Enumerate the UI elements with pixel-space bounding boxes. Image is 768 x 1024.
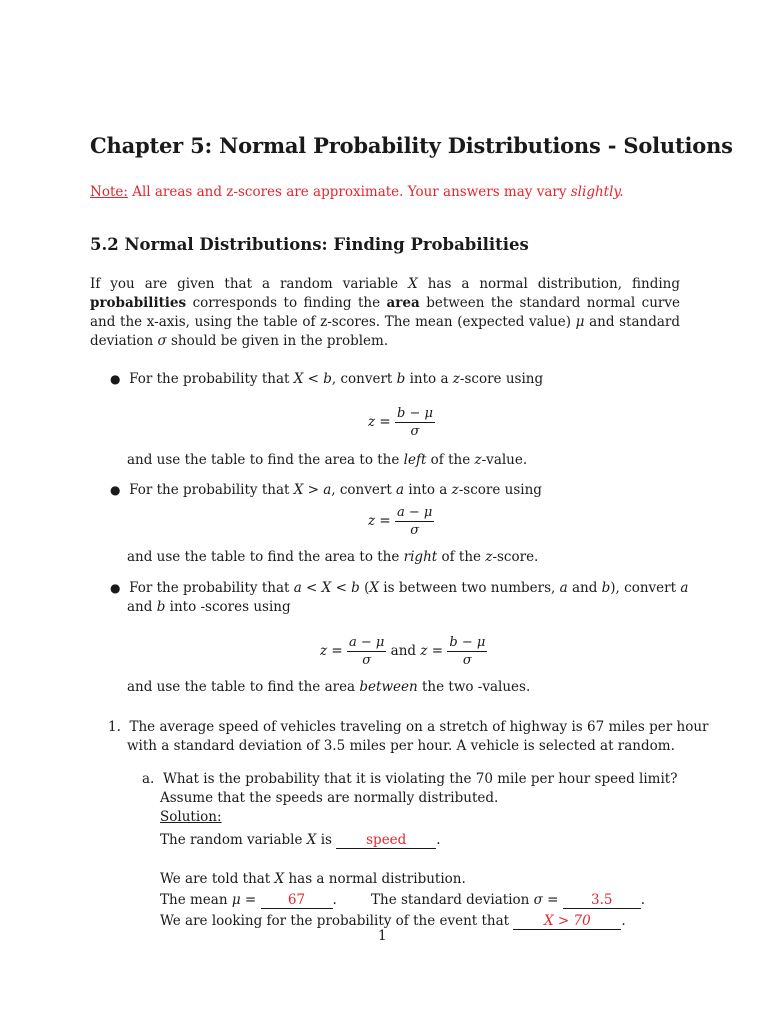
denominator: σ: [410, 424, 420, 439]
bullet-text: into a: [405, 371, 453, 387]
answer-std-dev: 3.5: [563, 892, 641, 909]
intro-text: and standard deviation: [90, 314, 680, 349]
part-a-question-line-2: Assume that the speeds are normally distributed.: [160, 790, 499, 806]
bullet-text: and use the table to find the area: [127, 679, 360, 695]
formula-conjunction: and: [390, 643, 417, 659]
denominator: σ: [362, 653, 372, 668]
symbol-sigma: σ =: [533, 892, 559, 908]
formula-z-pair: [320, 635, 487, 668]
direction-word: between: [359, 679, 418, 695]
answer-event: X > 70: [513, 913, 621, 930]
bold-area: area: [386, 295, 420, 311]
var-a: a: [559, 580, 568, 596]
numerator: a − μ: [397, 505, 433, 520]
formula-lhs: z =: [368, 414, 391, 430]
denominator: σ: [410, 523, 420, 538]
intro-text: should be given in the problem.: [166, 333, 389, 349]
numerator: b − μ: [397, 406, 433, 421]
solution-text: is: [316, 832, 337, 848]
var-a: a: [680, 580, 689, 596]
intro-text: If you are given that a random variable: [90, 276, 409, 292]
fraction: [347, 635, 386, 668]
bullet-text: -scores using: [200, 599, 291, 615]
bullet-item-greater-than: [110, 482, 542, 498]
condition: a < X < b: [293, 580, 360, 596]
var-z: z: [451, 482, 459, 498]
var-x: X: [306, 832, 317, 848]
bullet-text: the two: [417, 679, 478, 695]
bullet-text: -value.: [481, 452, 528, 468]
bullet-text: -values.: [477, 679, 531, 695]
bullet-text: -score.: [492, 549, 539, 565]
solution-text: The random variable: [160, 832, 307, 848]
part-label: a.: [142, 771, 155, 787]
part-a-question: [142, 771, 677, 787]
var-b: b: [601, 580, 611, 596]
bullet-text: and: [567, 580, 602, 596]
random-variable-line: The random variable X is speed .: [160, 832, 441, 848]
problem-1-line-2: with a standard deviation of 3.5 miles per hour. A vehicle is selected at random.: [127, 738, 675, 754]
solution-text: The standard deviation: [371, 892, 534, 908]
bullet-text: and: [127, 599, 157, 615]
bullet-text: and use the table to find the area to the: [127, 452, 404, 468]
fraction: [395, 505, 434, 538]
bullet-text: ), convert: [610, 580, 681, 596]
note-label: Note:: [90, 184, 128, 200]
symbol-sigma: σ: [157, 333, 167, 349]
bullet-item-between: [110, 580, 688, 596]
problem-text: The average speed of vehicles traveling on a stretch of highway is 67 miles per hour: [129, 719, 709, 735]
fraction: [447, 635, 487, 668]
direction-word: right: [403, 549, 438, 565]
bullet-text: of the: [426, 452, 475, 468]
solution-label: Solution:: [160, 809, 222, 825]
formula-lhs: z =: [368, 513, 391, 529]
bullet-text: (: [359, 580, 370, 596]
bullet-item-less-than: [110, 371, 543, 387]
symbol-mu: μ: [575, 314, 585, 330]
var-x: X: [274, 871, 285, 887]
bullet-text: into a: [404, 482, 452, 498]
bullet-text: For the probability that: [129, 482, 294, 498]
symbol-mu: μ =: [231, 892, 257, 908]
denominator: σ: [462, 653, 472, 668]
var-z: z: [485, 549, 493, 565]
condition: X > a: [293, 482, 332, 498]
note-text: All areas and z-scores are approximate. Your answers may vary: [127, 184, 571, 200]
bullet-text: and use the table to find the area to the: [127, 549, 404, 565]
section-heading: 5.2 Normal Distributions: Finding Probabilities: [90, 235, 529, 254]
bullet-text: , convert: [331, 371, 397, 387]
intro-text: corresponds to finding the: [186, 295, 387, 311]
formula-z-b: [368, 406, 435, 439]
intro-paragraph: [90, 275, 680, 351]
bullet-continuation: [127, 599, 291, 615]
direction-word: left: [403, 452, 427, 468]
intro-text: has a normal distribution, finding: [417, 276, 680, 292]
bullet-icon: ●: [110, 372, 121, 386]
page-number: 1: [378, 928, 387, 944]
bullet-icon: ●: [110, 581, 121, 595]
bullet-text: is between two numbers,: [379, 580, 560, 596]
event-line: We are looking for the probability of the event that X > 70 .: [160, 913, 626, 929]
answer-random-variable: speed: [336, 832, 436, 849]
var: a: [396, 482, 405, 498]
fraction: [395, 406, 435, 439]
bullet-text: of the: [437, 549, 486, 565]
intro-text: between the standard normal curve and the x-axis, using the table of z-scores. The mean (expected value): [90, 295, 680, 330]
formula-lhs: z =: [420, 643, 444, 659]
bullet-text: For the probability that: [129, 580, 294, 596]
solution-text: has a normal distribution.: [284, 871, 466, 887]
var-x: X: [369, 580, 379, 596]
bullet-followup-right: [127, 549, 538, 565]
normal-distribution-line: [160, 871, 466, 887]
var: b: [396, 371, 406, 387]
mean-line: The mean μ = 67 .: [160, 892, 337, 908]
numerator: a − μ: [349, 635, 385, 650]
note-emphasis: slightly.: [570, 184, 624, 200]
bullet-text: into: [165, 599, 201, 615]
var-b: b: [156, 599, 166, 615]
var-z: z: [452, 371, 460, 387]
answer-mean: 67: [261, 892, 333, 909]
var-z: z: [474, 452, 482, 468]
question-text: What is the probability that it is violating the 70 mile per hour speed limit?: [162, 771, 678, 787]
formula-lhs: z =: [320, 643, 343, 659]
bullet-text: , convert: [331, 482, 397, 498]
std-dev-line: The standard deviation σ = 3.5 .: [371, 892, 646, 908]
solution-text: We are looking for the probability of the event that: [160, 913, 514, 929]
condition: X < b: [293, 371, 332, 387]
bullet-text: For the probability that: [129, 371, 294, 387]
formula-z-a: [368, 505, 434, 538]
bullet-text: -score using: [458, 482, 542, 498]
numerator: b − μ: [449, 635, 486, 650]
bold-probabilities: probabilities: [90, 295, 187, 311]
bullet-followup-between: [127, 679, 530, 695]
problem-1: [108, 719, 708, 735]
problem-number: 1.: [108, 719, 121, 735]
bullet-followup-left: [127, 452, 527, 468]
var-x: X: [408, 276, 418, 292]
solution-text: We are told that: [160, 871, 275, 887]
bullet-text: -score using: [459, 371, 544, 387]
bullet-icon: ●: [110, 483, 121, 497]
approximation-note: [90, 184, 624, 200]
solution-text: The mean: [160, 892, 232, 908]
page-title: Chapter 5: Normal Probability Distributions - Solutions: [90, 133, 733, 158]
